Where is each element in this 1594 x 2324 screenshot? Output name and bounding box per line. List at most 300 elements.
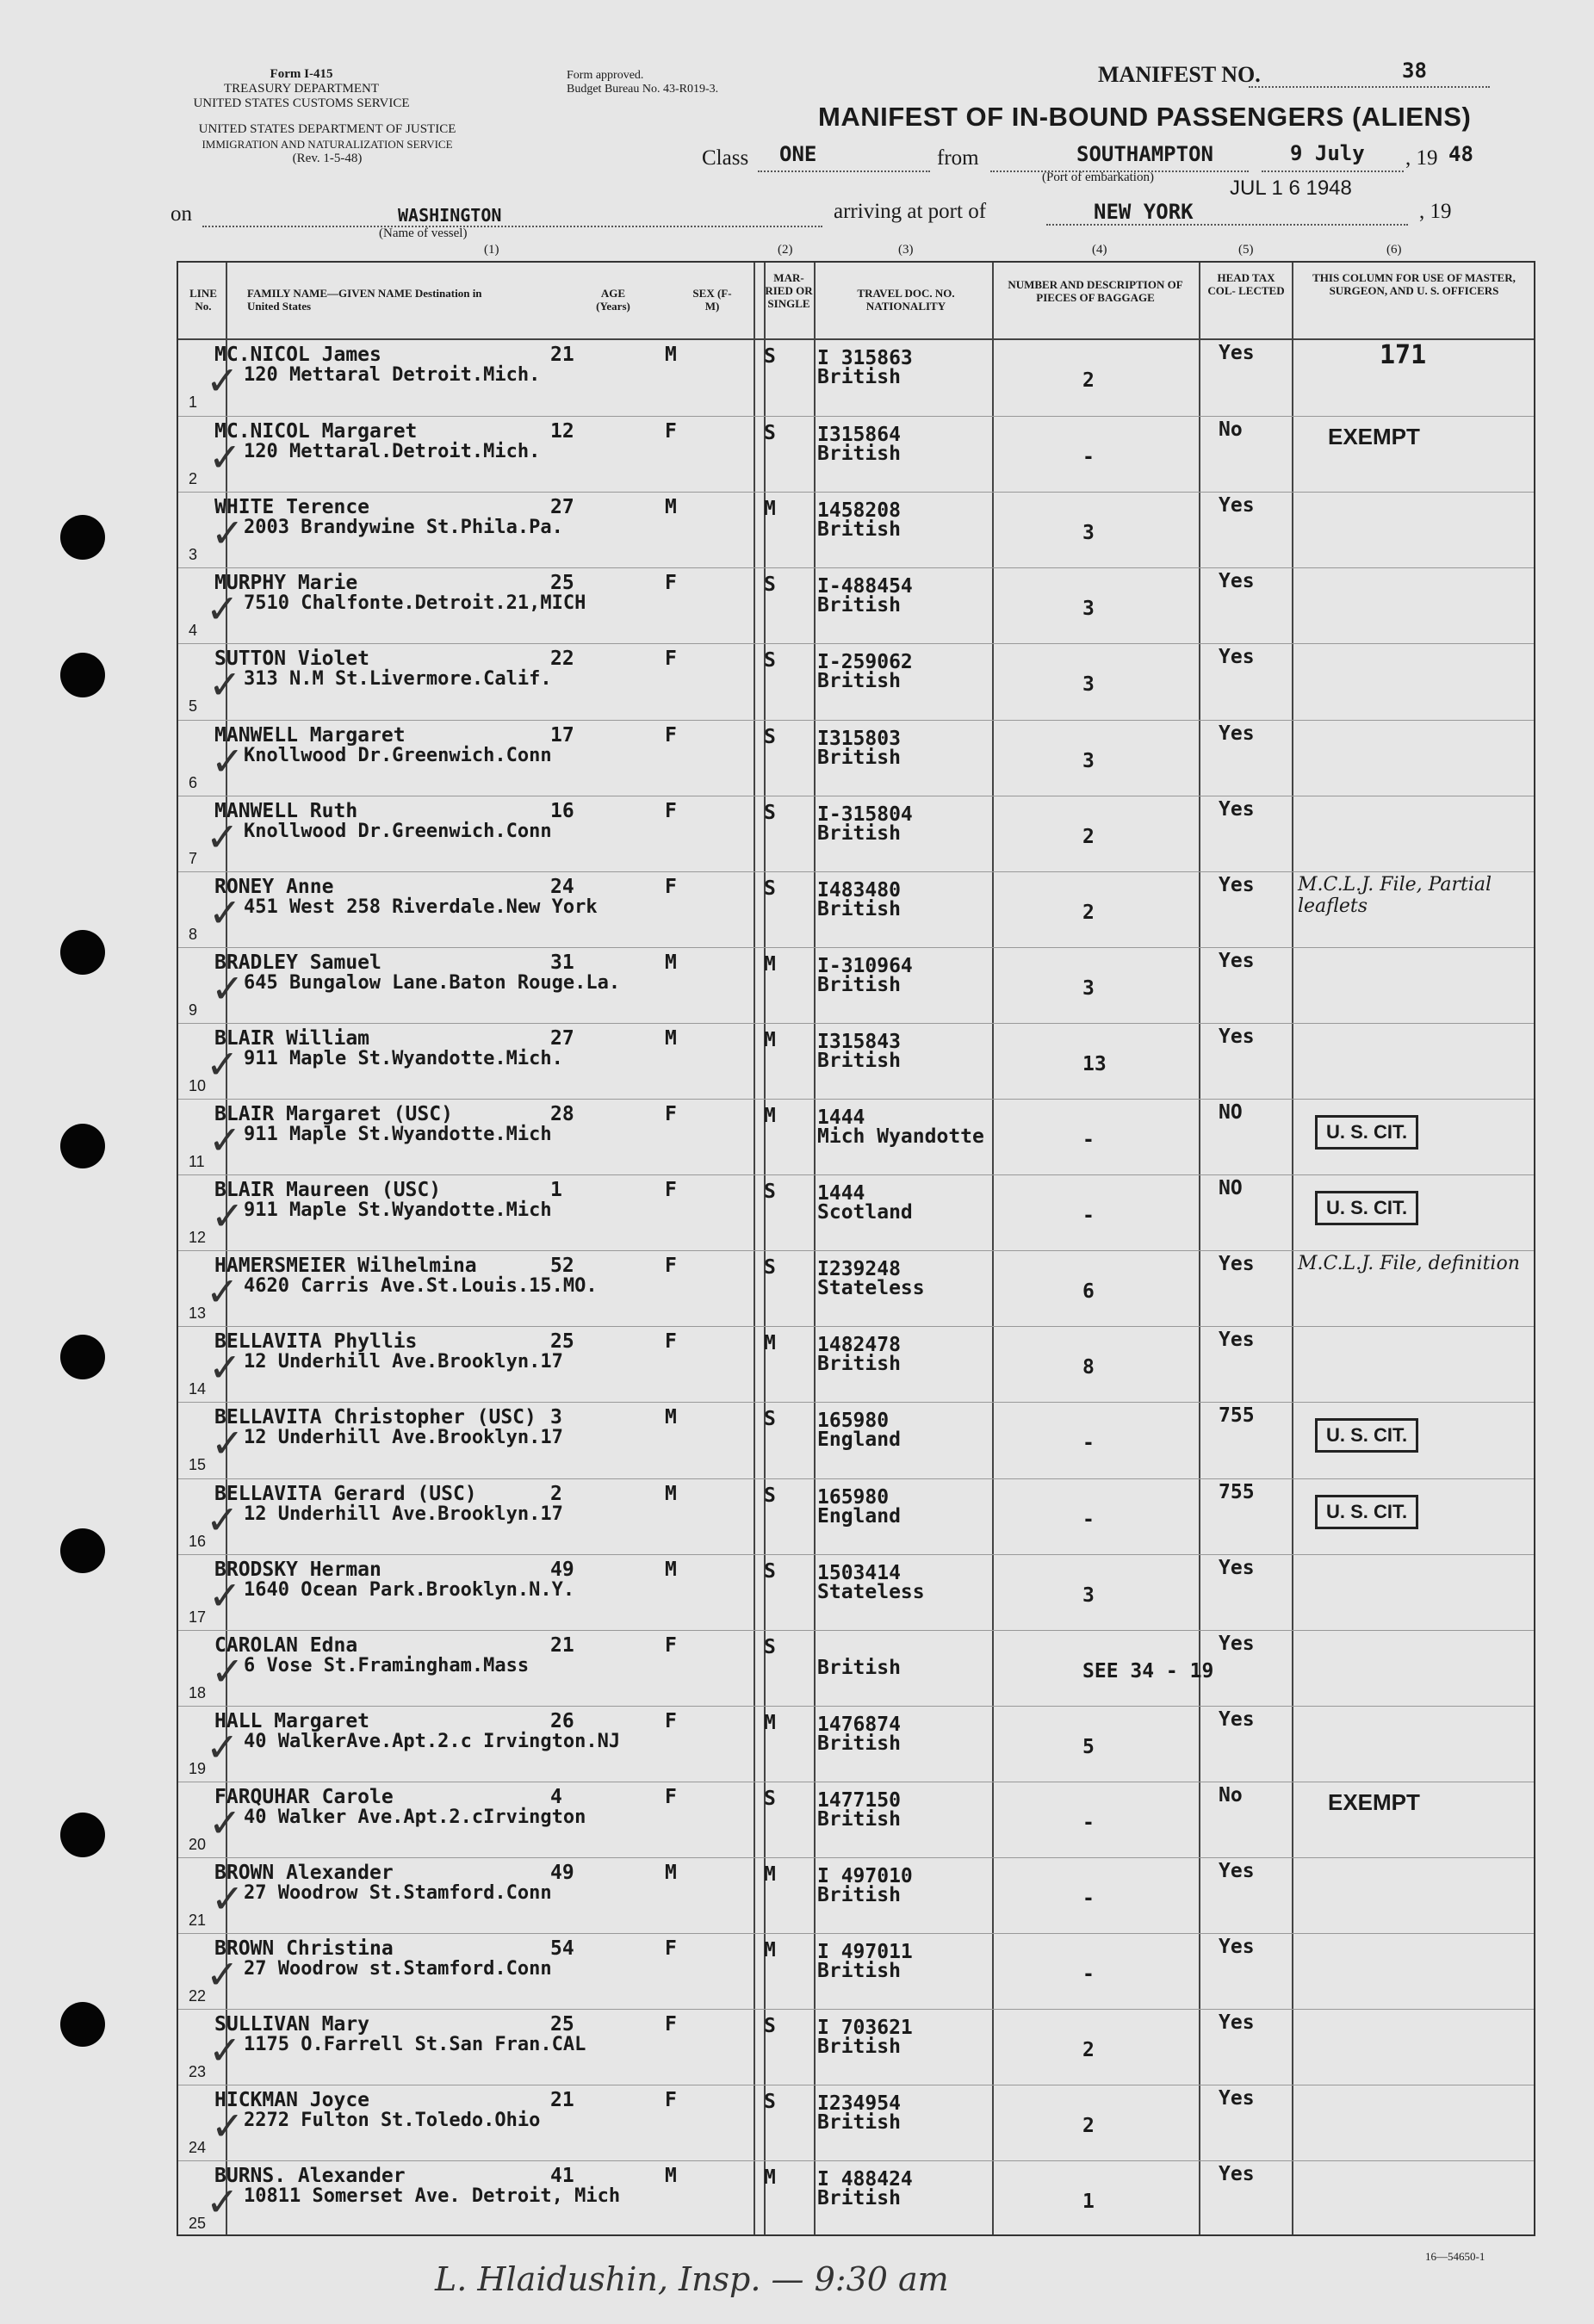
line-number: 9 (189, 1001, 198, 1019)
passenger-sex: F (665, 2013, 677, 2036)
passenger-destination: 7510 Chalfonte.Detroit.21,MICH (244, 592, 586, 615)
travel-doc-number: I483480 (817, 878, 901, 902)
head-tax: Yes (1219, 1556, 1255, 1579)
manifest-no-label: MANIFEST NO. (1098, 62, 1261, 87)
passenger-sex: F (665, 1785, 677, 1808)
passenger-name: WHITE Terence (214, 496, 370, 519)
passenger-sex: F (665, 1330, 677, 1354)
line-number: 10 (189, 1076, 207, 1094)
baggage-count: - (1082, 1887, 1095, 1910)
travel-doc-number: I 703621 (817, 2017, 913, 2040)
passenger-destination: 40 WalkerAve.Apt.2.c Irvington.NJ (244, 1730, 621, 1752)
passenger-age: 21 (550, 1633, 574, 1657)
table-row (178, 2009, 1534, 2085)
baggage-count: 6 (1082, 1280, 1095, 1304)
nationality: Stateless (817, 1580, 925, 1603)
officer-note: U. S. CIT. (1315, 1495, 1418, 1529)
nationality: British (817, 443, 901, 466)
col-header-line: LINE No. (189, 287, 217, 313)
col-num-4: (4) (1092, 243, 1107, 257)
marital-status: S (764, 801, 776, 824)
baggage-count: 13 (1082, 1052, 1107, 1075)
form-number: Form I-415 (270, 67, 333, 81)
baggage-count: - (1082, 1963, 1095, 1986)
check-mark-icon: ✓ (206, 586, 239, 633)
col-header-officers: THIS COLUMN FOR USE OF MASTER, SURGEON, AND U. S. OFFICERS (1312, 271, 1516, 297)
table-row (178, 1857, 1534, 1934)
marital-status: S (764, 1408, 776, 1431)
check-mark-icon: ✓ (208, 1799, 242, 1846)
passenger-sex: M (665, 1406, 677, 1429)
passenger-name: SUTTON Violet (214, 648, 370, 671)
col-num-1: (1) (484, 243, 499, 257)
table-row (178, 1630, 1534, 1707)
line-number: 19 (189, 1759, 207, 1777)
nationality: British (817, 821, 901, 845)
punch-hole (60, 515, 105, 560)
col-num-6: (6) (1386, 243, 1402, 257)
passenger-name: HICKMAN Joyce (214, 2089, 370, 2112)
passenger-destination: 12 Underhill Ave.Brooklyn.17 (244, 1351, 563, 1373)
travel-doc-number: I-315804 (817, 803, 913, 826)
check-mark-icon: ✓ (208, 661, 242, 709)
passenger-name: FARQUHAR Carole (214, 1785, 394, 1808)
col-header-tax: HEAD TAX COL- LECTED (1207, 271, 1285, 297)
travel-doc-number: I 315863 (817, 347, 913, 369)
table-row (178, 796, 1534, 872)
date-value: 9 July (1290, 141, 1365, 165)
head-tax: Yes (1219, 1632, 1255, 1655)
marital-status: M (764, 1105, 776, 1127)
baggage-count: - (1082, 1205, 1095, 1228)
head-tax: Yes (1219, 873, 1255, 896)
nationality: British (817, 2111, 901, 2135)
passenger-destination: 2272 Fulton St.Toledo.Ohio (244, 2110, 541, 2132)
class-label: Class (702, 146, 749, 170)
passenger-destination: 1175 O.Farrell St.San Fran.CAL (244, 2034, 586, 2056)
passenger-destination: 40 Walker Ave.Apt.2.cIrvington (244, 1806, 586, 1828)
year-prefix: , 19 (1405, 146, 1438, 170)
nationality: Scotland (817, 1201, 913, 1224)
check-mark-icon: ✓ (211, 2103, 245, 2150)
table-row (178, 2160, 1534, 2237)
col-header-name: FAMILY NAME—GIVEN NAME Destination in United States (247, 287, 482, 313)
passenger-sex: F (665, 1937, 677, 1961)
punch-hole (60, 653, 105, 697)
check-mark-icon: ✓ (211, 1647, 245, 1695)
travel-doc-number: 1477150 (817, 1788, 901, 1812)
passenger-age: 17 (550, 723, 574, 747)
form-revision: (Rev. 1-5-48) (292, 152, 363, 165)
passenger-destination: 4620 Carris Ave.St.Louis.15.MO. (244, 1275, 598, 1298)
line-number: 4 (189, 622, 198, 640)
manifest-no-value: 38 (1402, 59, 1427, 83)
officer-note: 171 (1380, 340, 1427, 370)
nationality: British (817, 1732, 901, 1755)
check-mark-icon: ✓ (208, 1117, 242, 1163)
marital-status: S (764, 649, 776, 672)
passenger-age: 52 (550, 1255, 574, 1278)
travel-doc-number: I 488424 (817, 2168, 913, 2191)
justice-header (164, 122, 491, 166)
passenger-sex: F (665, 1179, 677, 1202)
marital-status: S (764, 1635, 776, 1658)
passenger-age: 21 (550, 344, 574, 366)
line-number: 17 (189, 1608, 207, 1626)
passenger-age: 16 (550, 799, 574, 822)
check-mark-icon: ✓ (208, 889, 242, 936)
passenger-destination: 645 Bungalow Lane.Baton Rouge.La. (244, 971, 621, 994)
line-number: 2 (189, 470, 198, 488)
passenger-sex: F (665, 1103, 677, 1125)
treasury-dept: TREASURY DEPARTMENT (223, 82, 380, 96)
line-number: 6 (189, 773, 198, 791)
passenger-destination: 451 West 258 Riverdale.New York (244, 896, 598, 918)
line-number: 22 (189, 1987, 207, 2005)
ins-service: IMMIGRATION AND NATURALIZATION SERVICE (202, 138, 453, 151)
year-value: 48 (1448, 142, 1473, 166)
class-line (758, 170, 930, 172)
travel-doc-number: I-488454 (817, 575, 913, 598)
baggage-count: 3 (1082, 598, 1095, 621)
table-row (178, 1706, 1534, 1782)
passenger-sex: M (665, 1482, 677, 1505)
check-mark-icon: ✓ (206, 1951, 239, 1999)
passenger-name: RONEY Anne (214, 875, 334, 898)
passenger-sex: M (665, 344, 677, 366)
arrival-port-line (1046, 224, 1408, 226)
officer-note: U. S. CIT. (1315, 1418, 1418, 1453)
passenger-age: 22 (550, 648, 574, 671)
nationality: British (817, 897, 901, 920)
footer-code: 16—54650-1 (1425, 2250, 1485, 2263)
travel-doc-number: I315843 (817, 1030, 901, 1053)
marital-status: M (764, 2166, 776, 2190)
passenger-age: 21 (550, 2089, 574, 2112)
head-tax: NO (1219, 1101, 1243, 1124)
vessel-name: WASHINGTON (398, 205, 502, 226)
nationality: British (817, 518, 901, 542)
check-mark-icon: ✓ (211, 510, 245, 557)
line-number: 13 (189, 1305, 207, 1323)
passenger-sex: F (665, 572, 677, 595)
passenger-name: BROWN Alexander (214, 1862, 394, 1884)
baggage-count: SEE 34 - 19 (1082, 1659, 1214, 1683)
marital-status: S (764, 422, 776, 445)
passenger-sex: M (665, 496, 677, 519)
marital-status: S (764, 345, 776, 368)
check-mark-icon: ✓ (208, 434, 242, 481)
passenger-age: 1 (550, 1179, 562, 1202)
travel-doc-number: 1503414 (817, 1561, 901, 1584)
line-number: 7 (189, 849, 198, 867)
col-header-married: MAR- RIED OR SINGLE (765, 271, 813, 310)
baggage-count: - (1082, 1432, 1095, 1455)
passenger-destination: 27 Woodrow St.Stamford.Conn (244, 1882, 552, 1904)
head-tax: Yes (1219, 1025, 1255, 1048)
line-number: 23 (189, 2063, 207, 2081)
arrival-port: NEW YORK (1094, 200, 1194, 224)
baggage-count: 2 (1082, 825, 1095, 848)
passenger-destination: 6 Vose St.Framingham.Mass (244, 1654, 530, 1676)
officer-note: M.C.L.J. File, definition (1298, 1253, 1520, 1275)
officer-note: U. S. CIT. (1315, 1115, 1418, 1150)
passenger-age: 49 (550, 1862, 574, 1884)
vessel-line (202, 226, 822, 227)
passenger-name: MURPHY Marie (214, 572, 358, 595)
check-mark-icon: ✓ (206, 2178, 239, 2226)
col-num-2: (2) (778, 243, 793, 257)
passenger-sex: M (665, 1862, 677, 1884)
passenger-age: 25 (550, 572, 574, 595)
passenger-name: MC.NICOL James (214, 344, 381, 366)
line-number: 24 (189, 2139, 207, 2157)
line-number: 15 (189, 1456, 207, 1474)
baggage-count: - (1082, 1508, 1095, 1531)
check-mark-icon: ✓ (211, 1875, 245, 1922)
passenger-name: BRODSKY Herman (214, 1558, 381, 1581)
marital-status: M (764, 1863, 776, 1886)
nationality: England (817, 1504, 901, 1528)
date-line (1262, 170, 1404, 172)
check-mark-icon: ✓ (208, 1571, 242, 1619)
punch-hole (60, 930, 105, 975)
head-tax: Yes (1219, 1936, 1255, 1959)
baggage-count: 2 (1082, 2115, 1095, 2138)
officer-note: M.C.L.J. File, Partial leaflets (1298, 873, 1492, 917)
marital-status: M (764, 952, 776, 976)
passenger-sex: F (665, 420, 677, 443)
check-mark-icon: ✓ (206, 813, 239, 860)
passenger-age: 31 (550, 951, 574, 974)
nationality: British (817, 594, 901, 617)
travel-doc-number: 165980 (817, 1485, 890, 1509)
table-row (178, 1478, 1534, 1555)
table-row (178, 416, 1534, 493)
line-number: 21 (189, 1912, 207, 1929)
passenger-sex: F (665, 799, 677, 822)
passenger-destination: 120 Mettaral.Detroit.Mich. (244, 441, 541, 463)
passenger-sex: M (665, 2165, 677, 2188)
travel-doc-number: 1476874 (817, 1713, 901, 1736)
table-row (178, 567, 1534, 644)
passenger-name: BELLAVITA Christopher (USC) (214, 1406, 537, 1429)
passenger-destination: 12 Underhill Ave.Brooklyn.17 (244, 1503, 563, 1525)
passenger-name: BRADLEY Samuel (214, 951, 381, 974)
vessel-caption: (Name of vessel) (379, 226, 468, 240)
head-tax: Yes (1219, 1253, 1255, 1276)
year-suffix: , 19 (1419, 200, 1452, 223)
table-row (178, 1250, 1534, 1327)
punch-hole (60, 1335, 105, 1379)
punch-hole (60, 1124, 105, 1168)
nationality: British (817, 2036, 901, 2059)
nationality: British (817, 1353, 901, 1376)
nationality: British (817, 973, 901, 996)
passenger-name: BLAIR William (214, 1026, 370, 1050)
line-number: 20 (189, 1835, 207, 1853)
passenger-age: 54 (550, 1937, 574, 1961)
manifest-title: MANIFEST OF IN-BOUND PASSENGERS (ALIENS) (818, 102, 1472, 132)
head-tax: Yes (1219, 2011, 1255, 2035)
passenger-sex: M (665, 1026, 677, 1050)
passenger-destination: 313 N.M St.Livermore.Calif. (244, 668, 552, 691)
punch-hole (60, 2002, 105, 2047)
table-row (178, 1326, 1534, 1403)
passenger-destination: 911 Maple St.Wyandotte.Mich (244, 1199, 552, 1222)
col-header-baggage: NUMBER AND DESCRIPTION OF PIECES OF BAGGAGE (1008, 278, 1183, 304)
marital-status: S (764, 1484, 776, 1507)
col-num-5: (5) (1238, 243, 1254, 257)
check-mark-icon: ✓ (211, 1420, 245, 1467)
nationality: Mich Wyandotte (817, 1125, 984, 1148)
budget-text: Budget Bureau No. 43-R019-3. (567, 83, 719, 96)
baggage-count: 3 (1082, 749, 1095, 772)
passenger-age: 25 (550, 1330, 574, 1354)
travel-doc-number: I315803 (817, 727, 901, 750)
marital-status: S (764, 2015, 776, 2038)
head-tax: Yes (1219, 1707, 1255, 1731)
passenger-sex: F (665, 723, 677, 747)
baggage-count: 3 (1082, 976, 1095, 1000)
baggage-count: - (1082, 1811, 1095, 1834)
line-number: 1 (189, 394, 198, 411)
table-row (178, 2085, 1534, 2161)
passenger-age: 26 (550, 1709, 574, 1732)
line-number: 16 (189, 1532, 207, 1550)
marital-status: M (764, 1028, 776, 1051)
passenger-age: 4 (550, 1785, 562, 1808)
passenger-sex: F (665, 875, 677, 898)
check-mark-icon: ✓ (208, 1344, 242, 1391)
passenger-age: 24 (550, 875, 574, 898)
check-mark-icon: ✓ (211, 964, 245, 1012)
marital-status: M (764, 1939, 776, 1962)
passenger-destination: Knollwood Dr.Greenwich.Conn (244, 744, 552, 766)
form-approval (567, 69, 718, 96)
passenger-age: 41 (550, 2165, 574, 2188)
table-row (178, 947, 1534, 1024)
passenger-sex: M (665, 951, 677, 974)
head-tax: Yes (1219, 646, 1255, 669)
passenger-age: 3 (550, 1406, 562, 1429)
passenger-destination: 911 Maple St.Wyandotte.Mich (244, 1124, 552, 1145)
passenger-destination: 1640 Ocean Park.Brooklyn.N.Y. (244, 1578, 575, 1601)
travel-doc-number: 1458208 (817, 499, 901, 523)
passenger-name: BELLAVITA Gerard (USC) (214, 1482, 477, 1505)
baggage-count: - (1082, 446, 1095, 469)
head-tax: Yes (1219, 342, 1255, 364)
head-tax: Yes (1219, 797, 1255, 821)
baggage-count: - (1082, 1129, 1095, 1151)
travel-doc-number: I315864 (817, 424, 901, 447)
class-value: ONE (779, 142, 817, 166)
passenger-age: 27 (550, 496, 574, 519)
passenger-age: 25 (550, 2013, 574, 2036)
nationality: British (817, 1884, 901, 1906)
table-row (178, 1099, 1534, 1175)
travel-doc-number: 1444 (817, 1106, 865, 1129)
passenger-name: SULLIVAN Mary (214, 2013, 370, 2036)
punch-hole (60, 1528, 105, 1573)
nationality: British (817, 1807, 901, 1831)
line-number: 18 (189, 1683, 207, 1701)
punch-hole (60, 1813, 105, 1857)
col-header-sex: SEX (F-M) (692, 287, 732, 313)
travel-doc-number: I 497010 (817, 1865, 913, 1887)
head-tax: No (1219, 418, 1243, 442)
travel-doc-number: I-310964 (817, 954, 913, 977)
passenger-destination: 2003 Brandywine St.Phila.Pa. (244, 517, 563, 539)
passenger-destination: Knollwood Dr.Greenwich.Conn (244, 820, 552, 842)
head-tax: 755 (1219, 1480, 1255, 1503)
from-label: from (937, 146, 979, 170)
col-header-age: AGE (Years) (596, 287, 630, 313)
passenger-age: 27 (550, 1026, 574, 1050)
check-mark-icon: ✓ (208, 2027, 242, 2074)
marital-status: S (764, 1559, 776, 1583)
travel-doc-number: 165980 (817, 1410, 890, 1433)
nationality: British (817, 1049, 901, 1072)
customs-service: UNITED STATES CUSTOMS SERVICE (193, 96, 410, 110)
passenger-sex: M (665, 1558, 677, 1581)
line-number: 3 (189, 546, 198, 564)
head-tax: Yes (1219, 1329, 1255, 1352)
head-tax: Yes (1219, 494, 1255, 517)
travel-doc-number: I234954 (817, 2092, 901, 2116)
from-value: SOUTHAMPTON (1076, 142, 1213, 166)
marital-status: S (764, 573, 776, 597)
passenger-sex: F (665, 1709, 677, 1732)
arrival-date-stamp: JUL 1 6 1948 (1230, 177, 1352, 200)
arriving-label: arriving at port of (834, 200, 987, 223)
line-number: 12 (189, 1229, 207, 1247)
head-tax: Yes (1219, 949, 1255, 972)
baggage-count: 3 (1082, 1583, 1095, 1607)
nationality: British (817, 1656, 901, 1679)
approved-text: Form approved. (567, 69, 644, 82)
table-row (178, 1933, 1534, 2010)
col-header-travel: TRAVEL DOC. NO. NATIONALITY (857, 287, 955, 313)
table-row (178, 643, 1534, 720)
passenger-name: MC.NICOL Margaret (214, 420, 418, 443)
baggage-count: 5 (1082, 1735, 1095, 1758)
travel-doc-number: 1444 (817, 1182, 865, 1205)
passenger-destination: 10811 Somerset Ave. Detroit, Mich (244, 2185, 621, 2208)
passenger-sex: F (665, 648, 677, 671)
passenger-age: 28 (550, 1103, 574, 1125)
officer-note: EXEMPT (1328, 424, 1420, 450)
table-row (178, 1023, 1534, 1100)
passenger-name: BLAIR Maureen (USC) (214, 1179, 442, 1202)
passenger-name: CAROLAN Edna (214, 1633, 358, 1657)
baggage-count: 3 (1082, 522, 1095, 545)
manifest-no-line (1249, 86, 1490, 88)
head-tax: 755 (1219, 1404, 1255, 1428)
table-row (178, 1554, 1534, 1631)
table-row (178, 1402, 1534, 1478)
nationality: British (817, 366, 901, 388)
head-tax: No (1219, 1783, 1243, 1807)
marital-status: S (764, 725, 776, 748)
marital-status: M (764, 498, 776, 521)
check-mark-icon: ✓ (206, 1496, 239, 1543)
passenger-name: MANWELL Margaret (214, 723, 406, 747)
marital-status: S (764, 1181, 776, 1204)
check-mark-icon: ✓ (206, 357, 239, 404)
check-mark-icon: ✓ (206, 1040, 239, 1088)
justice-dept: UNITED STATES DEPARTMENT OF JUSTICE (198, 122, 456, 136)
